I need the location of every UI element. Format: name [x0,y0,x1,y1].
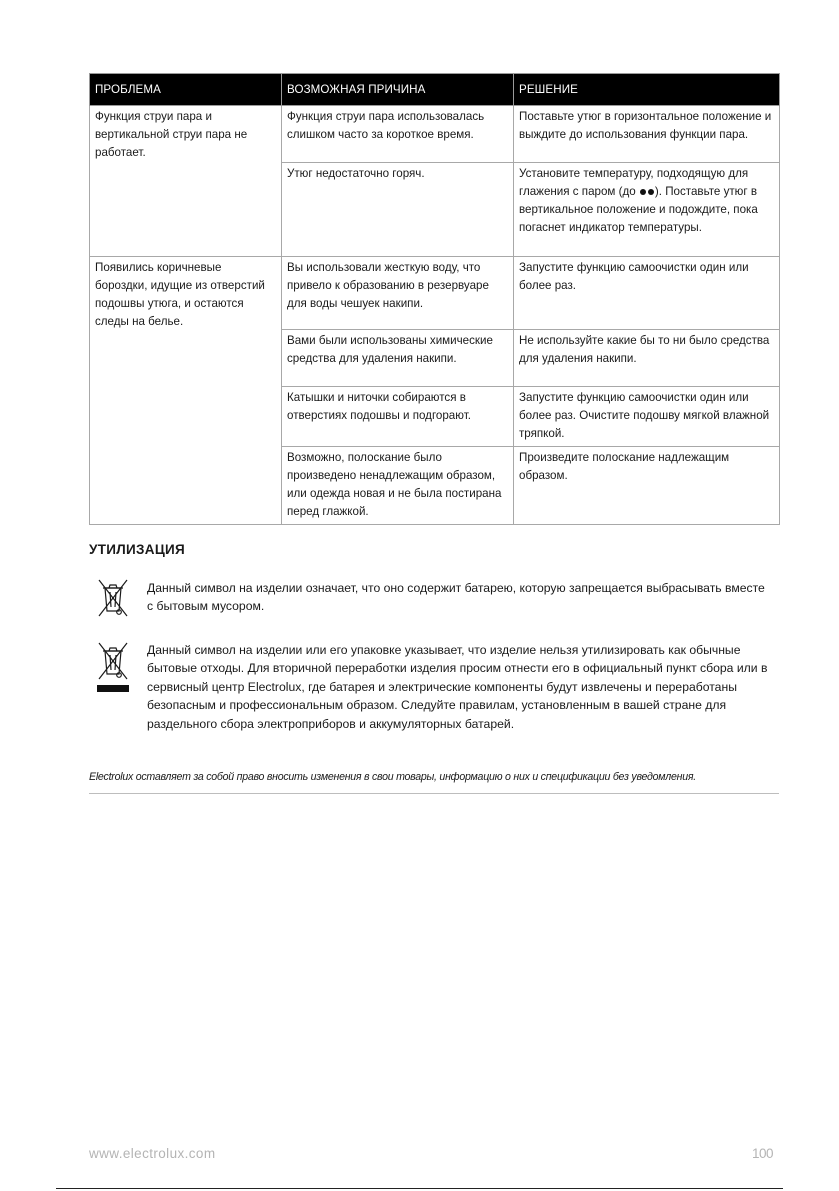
table-row [90,257,780,330]
cause-cell: Утюг недостаточно горяч. [282,163,514,257]
footer-divider [56,1188,783,1189]
solution-cell: Произведите полоскание надлежащим образом. [514,447,780,525]
cause-cell: Функция струи пара использовалась слишком часто за короткое время. [282,106,514,163]
header-problem: ПРОБЛЕМА [90,74,282,106]
troubleshooting-table [89,73,780,525]
cause-cell: Вами были использованы химические средства для удаления накипи. [282,330,514,387]
solution-cell: Запустите функцию самоочистки один или более раз. Очистите подошву мягкой влажной тряпкой. [514,387,780,447]
weee-disposal-item [89,641,779,751]
disclaimer-text: Electrolux оставляет за собой право вносить изменения в свои товары, информацию о них и спецификации без уведомления. [89,771,696,783]
temperature-dot-icon [640,189,646,195]
header-solution: РЕШЕНИЕ [514,74,780,106]
footer-website-link[interactable]: www.electrolux.com [89,1146,216,1161]
crossed-out-bin-icon [94,578,130,623]
solution-text-after: ). Поставьте утюг в вертикальное положение и подождите, пока погаснет индикатор температуры. [519,185,758,234]
battery-disposal-item [89,578,779,622]
weee-bin-icon [94,641,130,702]
problem-cell: Появились коричневые бороздки, идущие из отверстий подошвы утюга, и остаются следы на белье. [90,257,282,525]
solution-cell: Поставьте утюг в горизонтальное положение и выждите до использования функции пара. [514,106,780,163]
table-row [90,106,780,163]
cause-cell: Катышки и ниточки собираются в отверстиях подошвы и подгорают. [282,387,514,447]
solution-cell: Запустите функцию самоочистки один или более раз. [514,257,780,330]
header-cause: ВОЗМОЖНАЯ ПРИЧИНА [282,74,514,106]
cause-cell: Возможно, полоскание было произведено ненадлежащим образом, или одежда новая и не была постирана перед глажкой. [282,447,514,525]
cause-cell: Вы использовали жесткую воду, что привело к образованию в резервуаре для воды чешуек накипи. [282,257,514,330]
page-number: 100 [751,1146,773,1161]
weee-disposal-text: Данный символ на изделии или его упаковке указывает, что изделие нельзя утилизировать как обычные бытовые отходы. Для вторичной переработки изделия просим отнести его в официальный пункт сбора или в сервисный центр Electrolux, где батарея и электрические компоненты будут извлечены и переработаны безопасным и профессиональным образом. Следуйте правилам, установленным в вашей стране для раздельного сбора электроприборов и аккумуляторных батарей. [147,643,768,731]
table-header-row [90,74,780,106]
temperature-dot-icon [648,189,654,195]
solution-text-before: Установите температуру, подходящую для глажения с паром (до [519,167,749,198]
problem-cell: Функция струи пара и вертикальной струи пара не работает. [90,106,282,257]
solution-cell: Не используйте какие бы то ни было средства для удаления накипи. [514,330,780,387]
battery-disposal-text: Данный символ на изделии означает, что оно содержит батарею, которую запрещается выбрасывать вместе с бытовым мусором. [147,581,765,614]
disposal-heading: УТИЛИЗАЦИЯ [89,542,185,557]
divider [89,793,779,794]
solution-cell [514,163,780,257]
